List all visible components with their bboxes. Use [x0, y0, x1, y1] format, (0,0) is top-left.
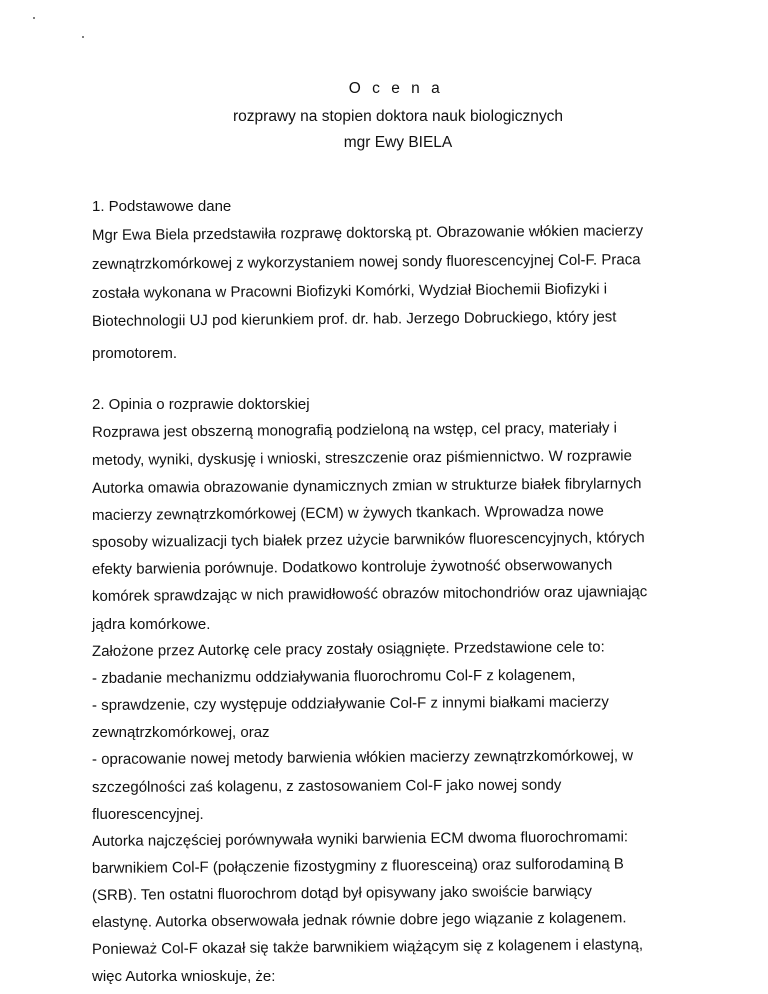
- paragraph-line: komórek sprawdzając w nich prawidłowość obrazów mitochondriów oraz ujawniając: [91, 583, 648, 605]
- paragraph-line: Autorka najczęściej porównywała wyniki barwienia ECM dwoma fluorochromami:: [91, 828, 629, 850]
- section-heading: 2. Opinia o rozprawie doktorskiej: [92, 396, 310, 413]
- document-subtitle: rozprawy na stopien doktora nauk biologicznych: [233, 108, 563, 125]
- paragraph-line: sposoby wizualizacji tych białek przez użycie barwników fluorescencyjnych, których: [91, 529, 645, 551]
- paragraph-line: (SRB). Ten ostatni fluorochrom dotąd był opisywany jako swoiście barwiący: [91, 882, 593, 904]
- list-item: - sprawdzenie, czy występuje oddziaływanie Col-F z innymi białkami macierzy: [91, 693, 609, 714]
- candidate-name: mgr Ewy BIELA: [343, 134, 453, 151]
- paragraph-line: Założone przez Autorkę cele pracy zostały osiągnięte. Przedstawione cele to:: [91, 638, 605, 660]
- paragraph-line: zewnątrzkomórkowej z wykorzystaniem nowej sondy fluorescencyjnej Col-F. Praca: [91, 251, 641, 273]
- paragraph-line: barwnikiem Col-F (połączenie fizostygminy z fluoresceiną) oraz sulforodaminą B: [91, 855, 624, 877]
- paragraph-line: zewnątrzkomórkowej, oraz: [92, 724, 270, 741]
- paragraph-line: promotorem.: [92, 345, 178, 362]
- paragraph-line: macierzy zewnątrzkomórkowej (ECM) w żywych tkankach. Wprowadza nowe: [91, 502, 604, 524]
- paragraph-line: więc Autorka wnioskuje, że:: [92, 968, 276, 985]
- paragraph-line: została wykonana w Pracowni Biofizyki Komórki, Wydział Biochemii Biofizyki i: [91, 280, 608, 302]
- paragraph-line: Biotechnologii UJ pod kierunkiem prof. dr. hab. Jerzego Dobruckiego, który jest: [91, 308, 617, 330]
- paragraph-line: metody, wyniki, dyskusję i wnioski, streszczenie oraz piśmiennictwo. W rozprawie: [91, 447, 632, 469]
- paragraph-line: efekty barwienia porównuje. Dodatkowo kontroluje żywotność obserwowanych: [91, 556, 613, 578]
- scan-speck: [82, 36, 84, 38]
- paragraph-line: Mgr Ewa Biela przedstawiła rozprawę doktorską pt. Obrazowanie włókien macierzy: [91, 222, 644, 244]
- paragraph-line: jądra komórkowe.: [92, 616, 211, 633]
- paragraph-line: Autorka omawia obrazowanie dynamicznych zmian w strukturze białek fibrylarnych: [91, 475, 642, 497]
- scan-speck: [33, 17, 35, 19]
- paragraph-line: fluorescencyjnej.: [92, 806, 204, 823]
- paragraph-line: Rozprawa jest obszerną monografią podzieloną na wstęp, cel pracy, materiały i: [91, 419, 618, 441]
- section-heading: 1. Podstawowe dane: [92, 198, 232, 215]
- document-title: O c e n a: [348, 80, 444, 97]
- paragraph-line: elastynę. Autorka obserwowała jednak równie dobre jego wiązanie z kolagenem.: [91, 909, 627, 931]
- list-item: - opracowanie nowej metody barwienia włókien macierzy zewnątrzkomórkowej, w: [91, 747, 634, 768]
- paragraph-line: Ponieważ Col-F okazał się także barwnikiem wiążącym się z kolagenem i elastyną,: [91, 936, 644, 958]
- list-item: - zbadanie mechanizmu oddziaływania fluorochromu Col-F z kolagenem,: [91, 666, 576, 687]
- paragraph-line: szczególności zaś kolagenu, z zastosowaniem Col-F jako nowej sondy: [91, 776, 562, 796]
